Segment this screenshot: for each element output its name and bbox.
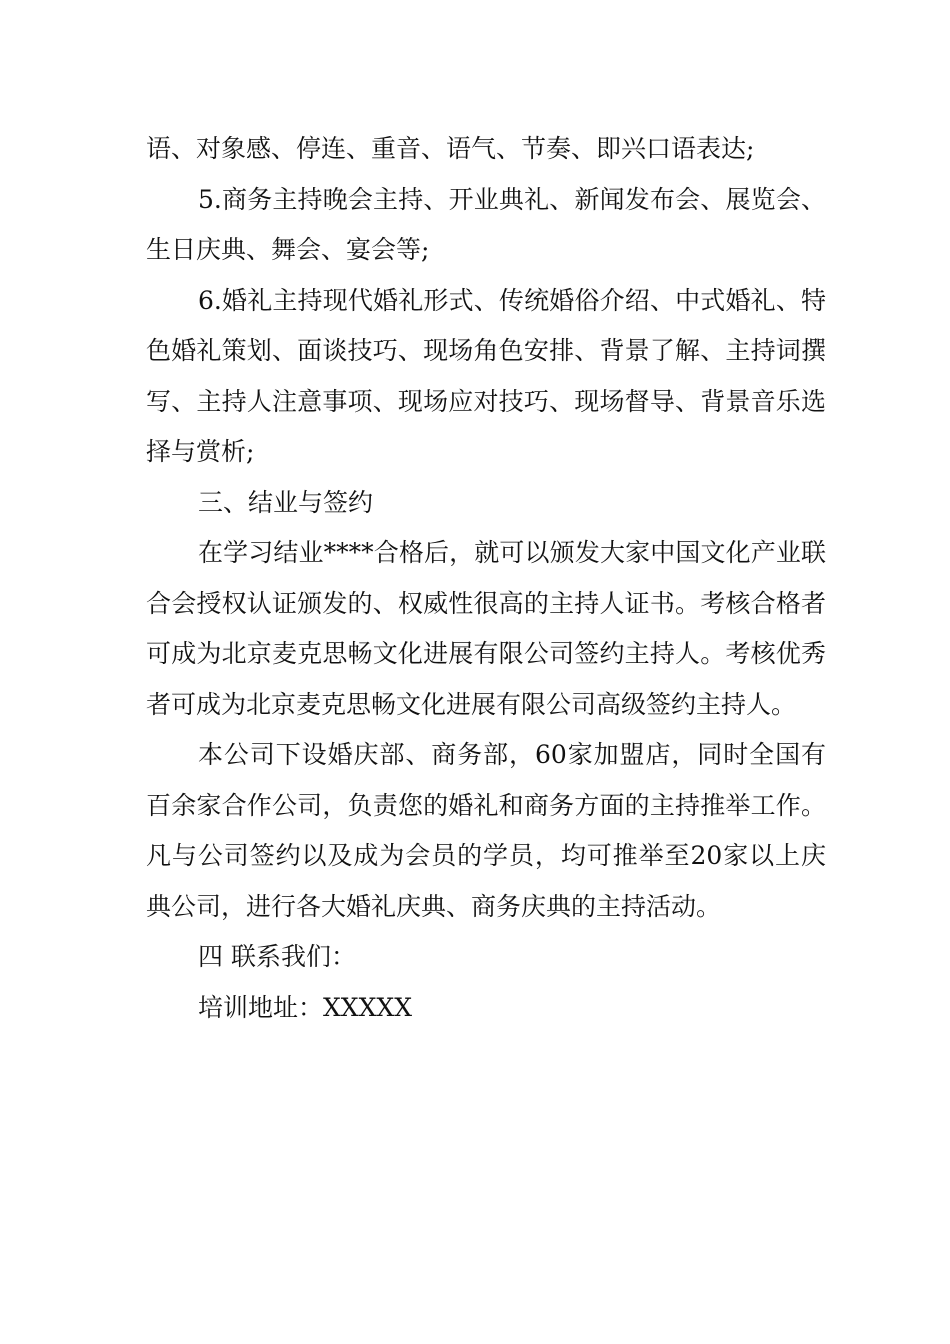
paragraph-wedding-hosting: 6.婚礼主持现代婚礼形式、传统婚俗介绍、中式婚礼、特色婚礼策划、面谈技巧、现场角色安排、背景了解、主持词撰写、主持人注意事项、现场应对技巧、现场督导、背景音乐选择与赏析;	[146, 285, 826, 466]
paragraph-business-hosting: 5.商务主持晚会主持、开业典礼、新闻发布会、展览会、生日庆典、舞会、宴会等;	[146, 184, 826, 264]
paragraph-certificate: 在学习结业****合格后，就可以颁发大家中国文化产业联合会授权认证颁发的、权威性很高的主持人证书。考核合格者可成为北京麦克思畅文化进展有限公司签约主持人。考核优秀者可成为北京麦克思畅文化进展有限公司高级签约主持人。	[146, 538, 826, 719]
paragraph-company-info: 本公司下设婚庆部、商务部，60家加盟店，同时全国有百余家合作公司，负责您的婚礼和商务方面的主持推举工作。凡与公司签约以及成为会员的学员，均可推举至20家以上庆典公司，进行各大婚礼庆典、商务庆典的主持活动。	[146, 740, 826, 921]
section-heading-graduation: 三、结业与签约	[198, 487, 374, 517]
section-heading-contact: 四 联系我们：	[198, 942, 356, 971]
paragraph-continuation: 语、对象感、停连、重音、语气、节奏、即兴口语表达;	[146, 134, 755, 163]
document-body	[146, 124, 826, 1033]
paragraph-training-address: 培训地址：XXXXX	[198, 992, 412, 1022]
